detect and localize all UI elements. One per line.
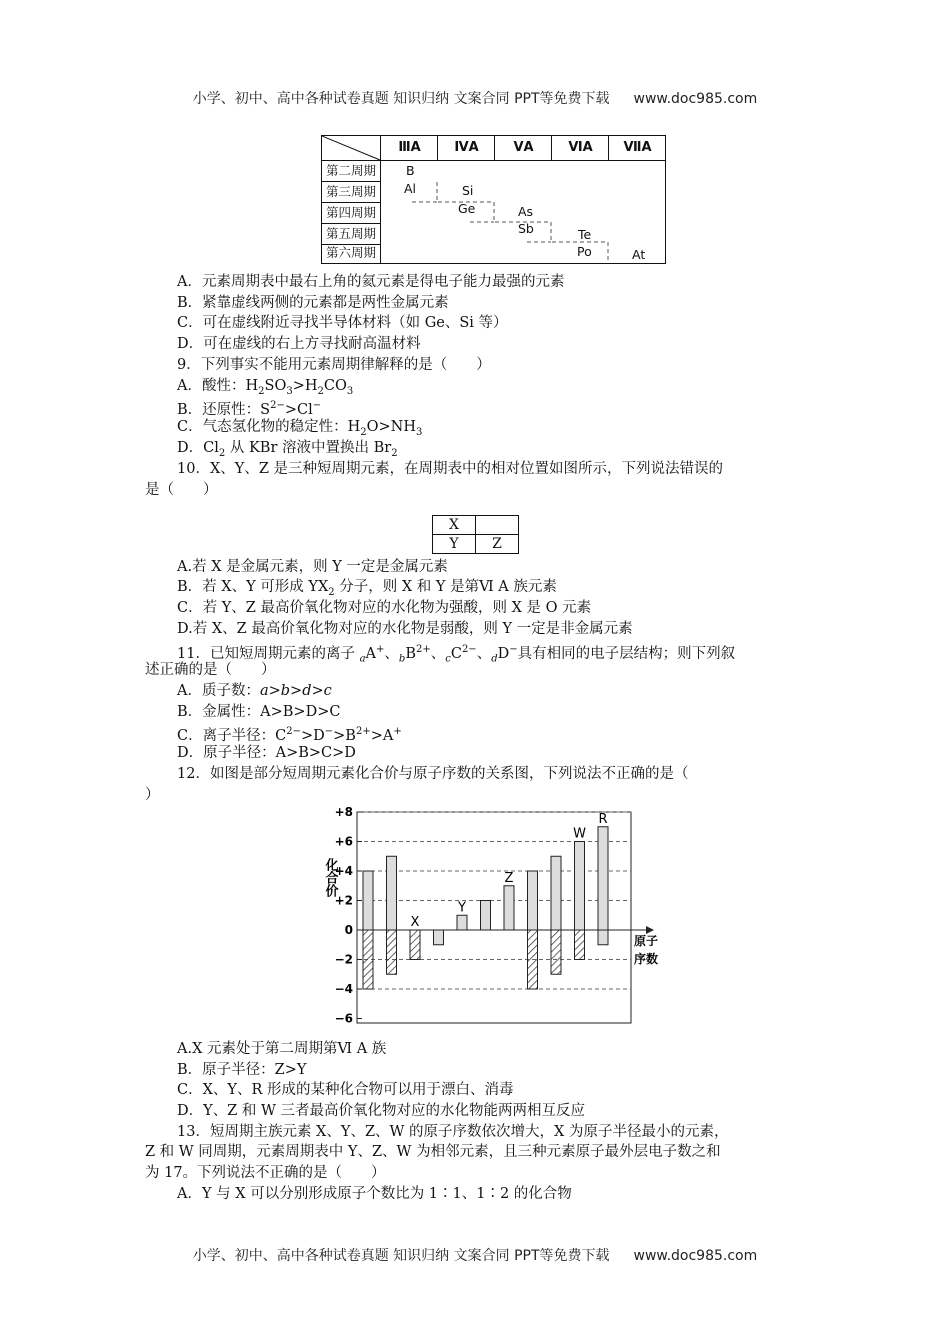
q11-stem-post: 具有相同的电子层结构；则下列叙 xyxy=(517,645,736,662)
q10-option-b: B．若 X、Y 可形成 $YX_2$ 分子，则 X 和 Y 是第Ⅵ A 族元素 xyxy=(177,579,557,598)
cell-z: Z xyxy=(476,535,519,554)
y-axis-label: 化合价 xyxy=(322,858,338,897)
y-ticks xyxy=(335,805,362,1025)
element-label: R xyxy=(598,811,608,827)
q11-c-label: C．离子半径： xyxy=(177,727,276,744)
q9-d-text: 从 KBr 溶液中置换出 xyxy=(229,440,369,456)
q10-b-pre: B．若 X、Y 可形成 YX xyxy=(177,579,329,595)
q11-option-a xyxy=(177,682,332,700)
q10-b-post: 分子，则 X 和 Y 是第Ⅵ A 族元素 xyxy=(334,579,557,595)
q11-stem-pre: 11．已知短周期元素的离子 xyxy=(177,645,360,662)
element-label: X xyxy=(410,915,420,930)
period-label: 第二周期 xyxy=(322,161,380,182)
element-si: Si xyxy=(462,183,474,198)
bar-positive xyxy=(363,871,373,930)
element-at: At xyxy=(632,247,646,262)
q9-option-c: C．气态氢化物的稳定性：$H_2O>NH_3$ xyxy=(177,419,423,438)
q12-option-c: C．X、Y、R 形成的某种化合物可以用于漂白、消毒 xyxy=(177,1082,514,1098)
x-axis-label: 原子 xyxy=(634,934,658,948)
q11-option-c: C．离子半径：$C^{2-}>D^->B^{2+}>A^+$ xyxy=(177,726,402,744)
q9-stem: 9．下列事实不能用元素周期律解释的是（ ） xyxy=(177,357,491,373)
q11-stem-1: 11．已知短周期元素的离子 $_a$A+、$_bB^{2+}$、$_cC^{2-}$、$_d$D−具有相同的电子层结构；则下列叙 xyxy=(177,644,736,665)
bar-positive xyxy=(598,827,608,930)
footer-url[interactable]: www.doc985.com xyxy=(633,1248,758,1264)
element-po: Po xyxy=(577,244,592,259)
q9-option-a: A．酸性：$H_2SO_3>H_2CO_3$ xyxy=(177,378,354,397)
q12-option-d: D．Y、Z 和 W 三者最高价氧化物对应的水化物能两两相互反应 xyxy=(177,1103,586,1119)
label-divider xyxy=(380,160,381,263)
grid-lines xyxy=(357,812,631,989)
xyz-table xyxy=(432,515,519,554)
element-te: Te xyxy=(578,227,592,242)
q12-option-a: A.X 元素处于第二周期第Ⅵ A 族 xyxy=(177,1041,387,1057)
q12-stem-2: ） xyxy=(145,787,160,803)
q11-a-label: A．质子数： xyxy=(177,683,260,699)
q10-stem-2: 是（ ） xyxy=(145,482,218,498)
element-al: Al xyxy=(404,181,417,196)
q10-option-d: D.若 X、Z 最高价氧化物对应的水化物是弱酸，则 Y 一定是非金属元素 xyxy=(177,621,633,637)
q9-a-label: A．酸性： xyxy=(177,378,246,394)
period-label: 第五周期 xyxy=(322,224,380,245)
q12-option-b: B．原子半径：Z>Y xyxy=(177,1062,307,1078)
q13-stem-2: Z 和 W 同周期，元素周期表中 Y、Z、W 为相邻元素，且三种元素原子最外层电子数之和 xyxy=(145,1144,721,1160)
y-tick-label: −6 xyxy=(334,1011,353,1025)
q9-d-label: D． xyxy=(177,440,204,456)
period-label: 第六周期 xyxy=(325,245,376,260)
q11-a-value: a>b>d>c xyxy=(259,683,332,699)
bars xyxy=(363,827,608,989)
bar-positive xyxy=(551,856,561,930)
q10-option-c: C．若 Y、Z 最高价氧化物对应的水化物为强酸，则 X 是 O 元素 xyxy=(177,600,592,616)
period-label: 第三周期 xyxy=(322,182,380,203)
bar-positive xyxy=(457,915,467,930)
element-label: W xyxy=(573,826,586,842)
y-tick-label: +6 xyxy=(334,834,353,849)
bar-positive xyxy=(575,842,585,931)
plot-frame xyxy=(357,812,631,1023)
q11-option-d: D．原子半径：A>B>C>D xyxy=(177,745,356,761)
q13-stem-1: 13．短周期主族元素 X、Y、Z、W 的原子序数依次增大，X 为原子半径最小的元素， xyxy=(177,1124,729,1140)
bar-positive xyxy=(528,871,538,930)
element-sb: Sb xyxy=(518,221,534,236)
header-url[interactable]: www.doc985.com xyxy=(633,91,758,107)
q9-c-label: C．气态氢化物的稳定性： xyxy=(177,419,348,435)
element-ge: Ge xyxy=(458,201,476,216)
cell-x: X xyxy=(433,516,476,535)
q8-option-b: B．紧靠虚线两侧的元素都是两性金属元素 xyxy=(177,295,449,311)
group-header: ⅦA xyxy=(608,136,666,160)
periodic-table xyxy=(321,135,666,264)
element-label: Y xyxy=(458,900,466,916)
q10-stem-1: 10．X、Y、Z 是三种短周期元素，在周期表中的相对位置如图所示，下列说法错误的 xyxy=(177,461,724,477)
valence-chart xyxy=(318,803,658,1025)
element-b: B xyxy=(406,163,415,178)
element-label: Z xyxy=(504,870,514,886)
q8-option-a: A．元素周期表中最右上角的氦元素是得电子能力最强的元素 xyxy=(177,274,565,290)
cell-y: Y xyxy=(433,535,476,554)
footer-text: 小学、初中、高中各种试卷真题 知识归纳 文案合同 PPT等免费下载 xyxy=(192,1248,610,1264)
y-tick-label: +8 xyxy=(334,805,353,819)
page-footer xyxy=(0,1245,950,1265)
bar-positive xyxy=(504,886,514,930)
bar-negative xyxy=(528,930,538,989)
q12-stem-1: 12．如图是部分短周期元素化合价与原子序数的关系图，下列说法不正确的是（ xyxy=(177,766,689,782)
bar-positive xyxy=(387,856,397,930)
bar-negative xyxy=(575,930,585,960)
bar-negative xyxy=(551,930,561,974)
bar-negative xyxy=(434,930,444,945)
cell-empty xyxy=(476,516,519,535)
y-tick-label: 0 xyxy=(344,923,353,937)
bar-negative xyxy=(410,930,420,960)
bar-negative xyxy=(363,930,373,989)
group-header: ⅤA xyxy=(494,136,552,160)
q10-option-a: A.若 X 是金属元素，则 Y 一定是金属元素 xyxy=(177,559,448,575)
q11-stem-2: 述正确的是（ ） xyxy=(145,662,276,678)
q8-option-d: D．可在虚线的右上方寻找耐高温材料 xyxy=(177,336,421,352)
y-tick-label: −4 xyxy=(334,982,353,996)
period-label: 第四周期 xyxy=(322,203,380,224)
q8-option-c: C．可在虚线附近寻找半导体材料（如 Ge、Si 等） xyxy=(177,315,508,331)
y-tick-label: −2 xyxy=(334,952,353,967)
header-text: 小学、初中、高中各种试卷真题 知识归纳 文案合同 PPT等免费下载 xyxy=(192,91,610,107)
q9-option-d: D．$Cl_2$ 从 KBr 溶液中置换出 $Br_2$ xyxy=(177,440,398,459)
bar-negative xyxy=(598,930,608,945)
group-header: ⅥA xyxy=(551,136,609,160)
bar-negative xyxy=(387,930,397,974)
x-axis-arrow xyxy=(646,926,654,934)
y-tick-label: +4 xyxy=(334,864,353,878)
q13-option-a: A．Y 与 X 可以分别形成原子个数比为 1∶1、1∶2 的化合物 xyxy=(177,1186,572,1202)
bar-positive xyxy=(481,901,491,931)
q11-option-b: B．金属性：A>B>D>C xyxy=(177,704,341,720)
q9-b-label: B．还原性： xyxy=(177,401,261,418)
q13-stem-3: 为 17。下列说法不正确的是（ ） xyxy=(145,1165,386,1181)
q9-option-b: B．还原性：$S^{2-}>Cl^-$ xyxy=(177,400,322,418)
page-header xyxy=(0,88,950,108)
element-as: As xyxy=(518,204,534,219)
x-axis-label: 序数 xyxy=(634,952,658,966)
y-tick-label: +2 xyxy=(334,893,353,908)
group-header: ⅢA xyxy=(380,136,438,160)
group-header: ⅣA xyxy=(437,136,495,160)
